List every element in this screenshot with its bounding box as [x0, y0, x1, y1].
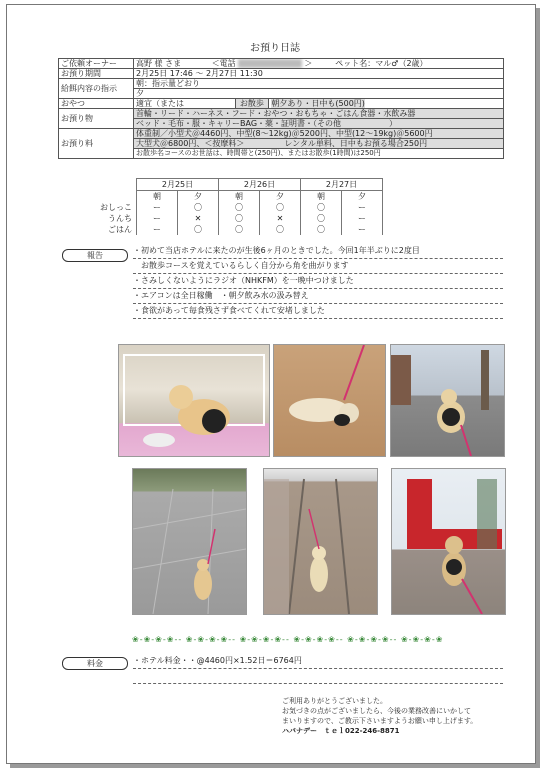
mark-cell: 〇 [219, 224, 260, 235]
mark-cell: 〇 [178, 202, 219, 213]
owner-row [59, 59, 504, 69]
slot-header: 朝 [219, 191, 260, 203]
mark-cell: ✕ [178, 213, 219, 224]
dog-illustration [264, 469, 377, 614]
dog-illustration [391, 345, 504, 456]
closing-line: お気づきの点がございましたら、今後の業務改善にいかして [282, 707, 471, 715]
meal-row [59, 79, 504, 89]
schedule-row [80, 213, 383, 224]
dog-illustration [133, 469, 246, 614]
walk-value: 朝夕あり・日中も(500円) [271, 99, 365, 108]
dog-photo-red-chair [391, 468, 506, 615]
items-label: お預り物 [59, 109, 134, 129]
mark-cell: 〇 [178, 224, 219, 235]
mark-cell: 〇 [260, 224, 301, 235]
slot-header: 夕 [260, 191, 301, 203]
fee-value-3: お散歩名コースのお世話は、時間帯と(250円)、またはお散歩(1時間)は250円 [134, 149, 504, 159]
phone-value: 090-XXXX-XXXX [238, 59, 302, 68]
report-line: ・食欲があって毎食残さず食べてくれて安堵しました [133, 304, 503, 319]
slot-header: 夕 [178, 191, 219, 203]
closing-line: ご利用ありがとうございました。 [282, 697, 387, 705]
dog-illustration [119, 345, 269, 456]
mark-cell: 〇 [301, 213, 342, 224]
slot-header-row [80, 191, 383, 203]
snack-label: おやつ [59, 99, 134, 109]
dog-illustration [274, 345, 385, 456]
day-header: 2月25日 [137, 179, 219, 191]
row-label: おしっこ [100, 203, 132, 212]
fee-value-2: 大型犬＠6800円、＜按摩料＞ レンタル単料、日中もお預る場合250円 [134, 139, 504, 149]
report-line: ・初めて当店ホテルに来たのが生後6ヶ月のときでした。今回1年半ぶりに2度目 [133, 244, 503, 259]
fee-notes [133, 654, 503, 684]
mark-cell: ー [137, 224, 178, 235]
day-header: 2月26日 [219, 179, 301, 191]
dog-photo-kennel [118, 344, 270, 457]
items-value: 首輪・リード・ハーネス・フード・おやつ・おもちゃ・ごはん食器・水飲み器 [134, 109, 504, 119]
slot-header: 夕 [342, 191, 383, 203]
fee-label: お預り料 [59, 129, 134, 159]
page-title: お預り日誌 [250, 43, 300, 54]
report-notes [133, 244, 503, 319]
shop-contact: ハバナデー ｔｅｌ022-246-8871 [282, 727, 400, 735]
mark-cell: 〇 [301, 224, 342, 235]
meal-value: 朝：指示量どおり [134, 79, 504, 89]
mark-cell: ー [342, 202, 383, 213]
report-label: 報告 [62, 249, 128, 262]
phone-close: ＞ [304, 59, 313, 68]
row-label: ごはん [108, 225, 132, 234]
mark-cell: ー [137, 202, 178, 213]
care-schedule [80, 178, 383, 235]
walk-label: お散歩 [235, 99, 269, 109]
meal-value-2: 夕 [134, 89, 504, 99]
period-label: お預り期間 [59, 69, 134, 79]
mark-cell: 〇 [219, 213, 260, 224]
slot-header: 朝 [137, 191, 178, 203]
items-value-2: ベッド・毛布・服・キャリーBAG・薬・証明書・（その他 ） [134, 119, 504, 129]
mark-cell: 〇 [219, 202, 260, 213]
meal-label: 給餌内容の指示 [59, 79, 134, 99]
slot-header: 朝 [301, 191, 342, 203]
mark-cell: ー [342, 213, 383, 224]
day-header: 2月27日 [301, 179, 383, 191]
fee-line-empty [133, 669, 503, 684]
snack-value: 適宜（または [136, 99, 184, 108]
report-line: お散歩コースを覚えているらしく自分から角を曲がります [133, 259, 503, 274]
dog-photo-floor [273, 344, 386, 457]
schedule-row [80, 224, 383, 235]
report-line: ・さみしくないようにラジオ（NHKFM）を一晩中つけました [133, 274, 503, 289]
dog-photo-brick-path [263, 468, 378, 615]
owner-value: 高野 様 さま [136, 59, 182, 68]
period-row [59, 69, 504, 79]
schedule-row [80, 202, 383, 213]
row-label: うんち [108, 214, 132, 223]
mark-cell: ✕ [260, 213, 301, 224]
dog-illustration [392, 469, 505, 614]
snack-row [59, 99, 504, 109]
mark-cell: ー [137, 213, 178, 224]
fee-row [59, 129, 504, 139]
items-row [59, 109, 504, 119]
closing-message [282, 696, 477, 736]
pet-name: ペット名：マル♂（2歳） [335, 59, 428, 68]
closing-line: まいりますので、ご教示下さいますようお願い申し上げます。 [282, 717, 478, 725]
mark-cell: 〇 [301, 202, 342, 213]
mark-cell: 〇 [260, 202, 301, 213]
dog-photo-street [390, 344, 505, 457]
period-value: 2月25日 17:46 ～ 2月27日 11:30 [134, 69, 504, 79]
owner-cell [134, 59, 504, 69]
fee-value: 体重制／小型犬＠4460円、中型(8～12kg)＠5200円、中型(12～19kg)＠5600円 [134, 129, 504, 139]
flower-divider: ❀-❀-❀-❀-- ❀-❀-❀-❀-- ❀-❀-❀-❀-- ❀-❀-❀-❀-- ❀-❀-❀-❀-- ❀-❀-❀-❀ [132, 635, 444, 644]
info-table [58, 58, 504, 159]
report-line: ・エアコンは全日稼働 ・朝夕飲み水の汲み替え [133, 289, 503, 304]
day-header-row [80, 179, 383, 191]
dog-photo-path [132, 468, 247, 615]
fee-line: ・ホテル料金・・@4460円×1.52日＝6764円 [133, 654, 503, 669]
phone-label: ＜電話 [211, 59, 236, 68]
mark-cell: ー [342, 224, 383, 235]
fee-section-label: 料金 [62, 657, 128, 670]
owner-label: ご依頼オーナー [59, 59, 134, 69]
snack-cell [134, 99, 504, 109]
